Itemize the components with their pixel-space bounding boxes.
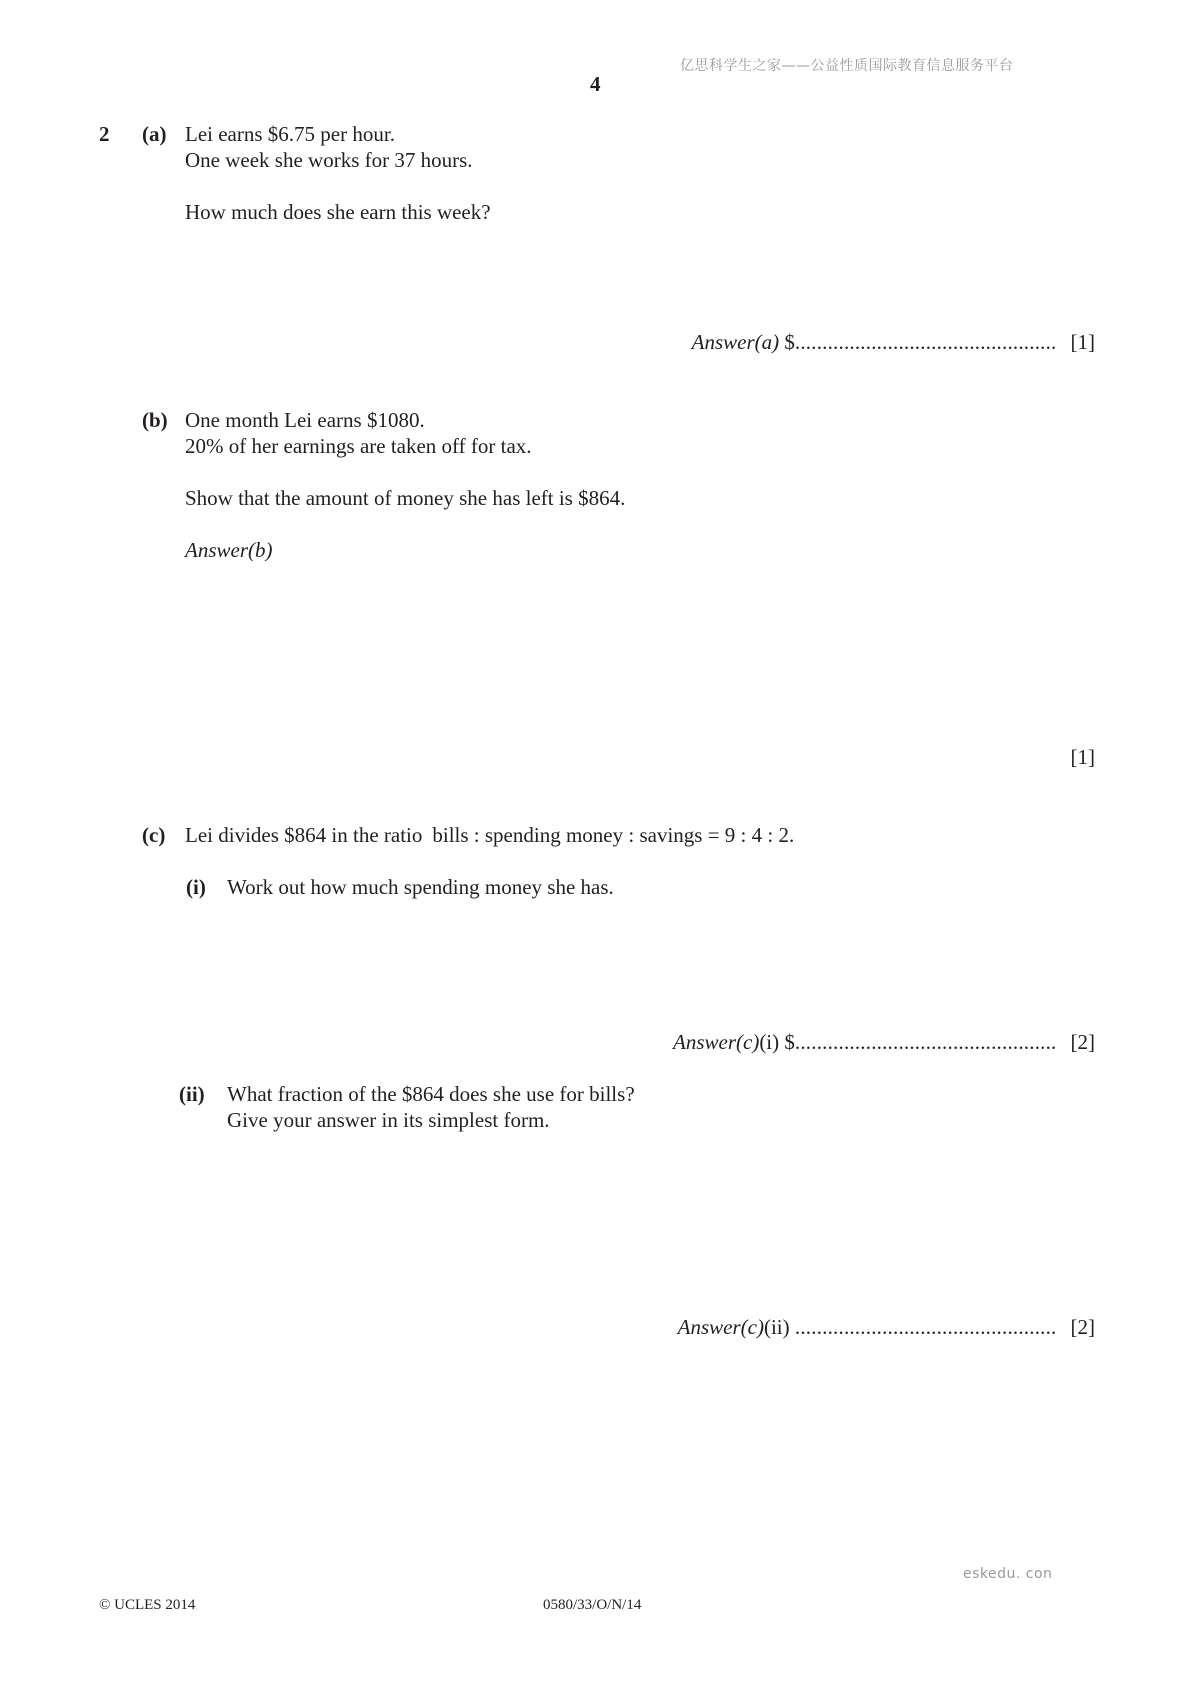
answer-a-line[interactable] xyxy=(692,329,1095,355)
part-c-ratio: bills : spending money : savings = 9 : 4 : 2. xyxy=(432,823,795,847)
part-c-ii-line2: Give your answer in its simplest form. xyxy=(227,1108,550,1132)
answer-c-i-marks: [2] xyxy=(1070,1030,1095,1054)
answer-b-marks-text: [1] xyxy=(1070,745,1095,769)
answer-c-ii-suffix: (ii) xyxy=(763,1315,795,1339)
footer-copyright: © UCLES 2014 xyxy=(99,1597,196,1613)
part-c-i-prompt: Work out how much spending money she has. xyxy=(227,875,614,899)
part-b-label: (b) xyxy=(142,408,168,432)
answer-c-i-label: Answer(c) xyxy=(673,1030,760,1054)
answer-a-prefix: $ xyxy=(779,330,795,354)
answer-c-i-suffix: (i) $ xyxy=(759,1030,795,1054)
footer-code: 0580/33/O/N/14 xyxy=(543,1597,642,1613)
answer-c-ii-marks: [2] xyxy=(1070,1315,1095,1339)
question-number: 2 xyxy=(99,122,110,146)
part-a-line1: Lei earns $6.75 per hour. xyxy=(185,122,395,146)
part-c-ii-line1: What fraction of the $864 does she use for bills? xyxy=(227,1082,635,1106)
answer-a-dots[interactable]: ................................................ xyxy=(794,330,1057,354)
part-a-label: (a) xyxy=(142,122,167,146)
answer-c-i-dots[interactable]: ................................................ xyxy=(794,1030,1057,1054)
footer-site: eskedu. con xyxy=(963,1566,1053,1582)
part-b-line1: One month Lei earns $1080. xyxy=(185,408,425,432)
answer-c-ii-label: Answer(c) xyxy=(677,1315,764,1339)
part-a-prompt: How much does she earn this week? xyxy=(185,200,491,224)
part-b-prompt: Show that the amount of money she has left is $864. xyxy=(185,486,626,510)
part-c-i-label: (i) xyxy=(186,875,206,899)
part-a-line2: One week she works for 37 hours. xyxy=(185,148,473,172)
answer-c-ii-line[interactable] xyxy=(678,1314,1095,1340)
answer-c-i-line[interactable] xyxy=(673,1029,1095,1055)
answer-b-label: Answer(b) xyxy=(185,538,273,562)
part-c-intro-line xyxy=(185,822,794,848)
part-c-ii-label: (ii) xyxy=(179,1082,205,1106)
part-b-line2: 20% of her earnings are taken off for tax. xyxy=(185,434,532,458)
header-watermark: 亿思科学生之家——公益性质国际教育信息服务平台 xyxy=(680,58,1014,74)
answer-b-marks xyxy=(1071,744,1096,770)
page-number: 4 xyxy=(590,72,601,96)
answer-a-label: Answer(a) xyxy=(691,330,780,354)
answer-c-ii-dots[interactable]: ................................................ xyxy=(794,1315,1057,1339)
part-c-label: (c) xyxy=(142,823,166,847)
answer-a-marks: [1] xyxy=(1070,330,1095,354)
part-c-intro: Lei divides $864 in the ratio xyxy=(185,823,423,847)
